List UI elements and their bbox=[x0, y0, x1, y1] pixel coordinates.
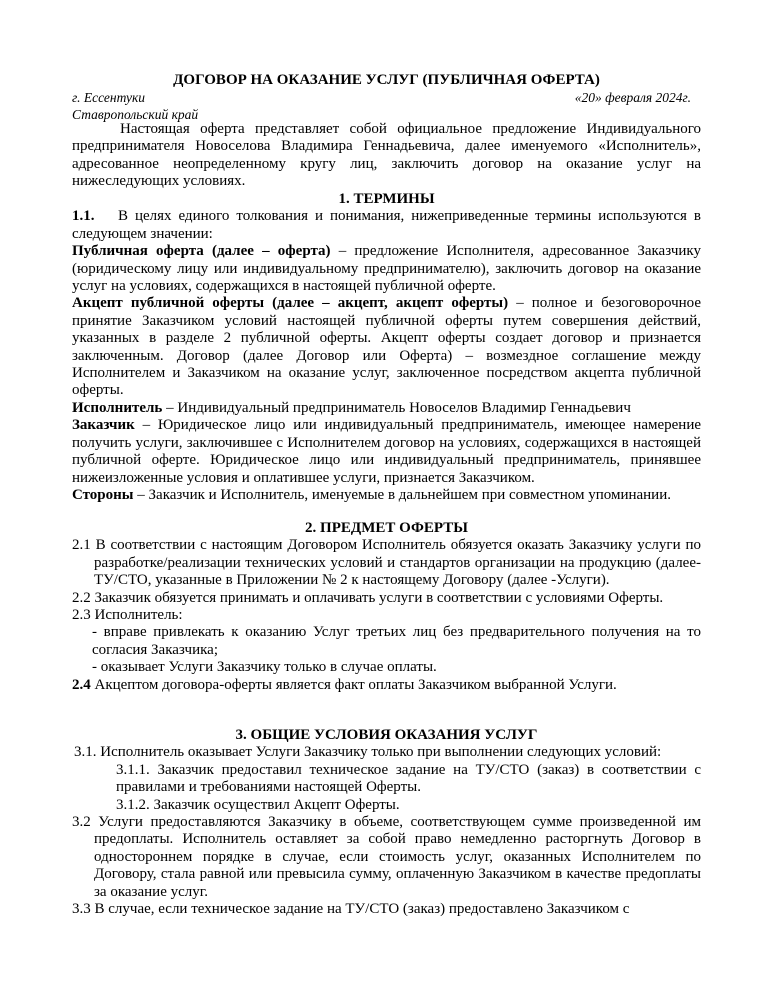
clause-3-1: 3.1. Исполнитель оказывает Услуги Заказчику только при выполнении следующих условий: bbox=[74, 744, 662, 761]
region: Ставропольский край bbox=[72, 107, 199, 122]
clause-2-4-number: 2.4 bbox=[72, 676, 91, 693]
term-label: Публичная оферта (далее – оферта) bbox=[72, 243, 331, 260]
term-definition: – предложение Исполнителя, адресованное Заказчику (юридическому лицу или индивидуальному предпринимателю), заключить договор на оказание услуг на условиях, содержащихся в настоящей публичной оферте. bbox=[72, 243, 701, 295]
term-label: Исполнитель bbox=[72, 399, 163, 416]
document-location bbox=[72, 89, 198, 123]
section-general-terms bbox=[72, 727, 701, 918]
intro-text: Настоящая оферта представляет собой официальное предложение Индивидуального предпринимателя Новоселова Владимира Геннадьевича, далее именуемого «Исполнитель», адресованное неопределенному кругу лиц, заключить договор на оказание услуг на нижеследующих условиях. bbox=[72, 121, 701, 190]
term-definition: – полное и безоговорочное принятие Заказчиком условий настоящей публичной оферты путем совершения действий, указанных в разделе 2 публичной оферты. Акцепт оферты создает договор и признается заключенным. Договор (далее Договор или Оферта) – возмездное соглашение между Исполнителем и Заказчиком на оказание услуг, заключенное посредством акцепта публичной оферты. bbox=[72, 295, 701, 399]
section-subject bbox=[72, 520, 701, 694]
clause-1-1-text: В целях единого толкования и понимания, нижеприведенные термины используются в следующем значении: bbox=[72, 208, 701, 242]
city: г. Ессентуки bbox=[72, 90, 146, 105]
clause-2-2: 2.2 Заказчик обязуется принимать и оплачивать услуги в соответствии с условиями Оферты. bbox=[72, 589, 664, 606]
clause-3-1-1: 3.1.1. Заказчик предоставил техническое задание на ТУ/СТО (заказ) в соответствии с правилами и требованиями настоящей Оферты. bbox=[116, 761, 701, 796]
term-label: Заказчик bbox=[72, 417, 135, 434]
clause-3-2: 3.2 Услуги предоставляются Заказчику в объеме, соответствующем сумме произведенной им предоплаты. Исполнитель оставляет за собой право немедленно расторгнуть Договор в одностороннем порядке в случае, если стоимость услуг, оказанных Исполнителем по Договору, стала равной или превысила сумму, оплаченную Заказчиком в качестве предоплаты за оказание услуг. bbox=[72, 814, 701, 900]
clause-1-1-number: 1.1. bbox=[72, 208, 95, 225]
term-customer bbox=[72, 417, 701, 487]
clause-1-1 bbox=[72, 208, 701, 243]
clause-2-3-item: - оказывает Услуги Заказчику только в случае оплаты. bbox=[92, 659, 437, 676]
clause-2-3: 2.3 Исполнитель: bbox=[72, 607, 183, 624]
clause-3-1-2: 3.1.2. Заказчик осуществил Акцепт Оферты. bbox=[116, 796, 400, 813]
clause-2-4-text: Акцептом договора-оферты является факт оплаты Заказчиком выбранной Услуги. bbox=[90, 676, 617, 693]
term-definition: – Юридическое лицо или индивидуальный предприниматель, имеющее намерение получить услуги, заключившее с Исполнителем договор на условиях, содержащихся в настоящей публичной оферте. Юридическое лицо или индивидуальный предприниматель, принявшее нижеизложенные условия и оплатившее услуги, признается Заказчиком. bbox=[72, 417, 701, 486]
section-3-heading: 3. ОБЩИЕ УСЛОВИЯ ОКАЗАНИЯ УСЛУГ bbox=[235, 727, 538, 743]
term-public-offer bbox=[72, 243, 701, 295]
term-acceptance bbox=[72, 295, 701, 399]
term-definition: – Заказчик и Исполнитель, именуемые в дальнейшем при совместном упоминании. bbox=[133, 486, 671, 503]
clause-2-3-item: - вправе привлекать к оказанию Услуг третьих лиц без предварительного получения на то согласия Заказчика; bbox=[92, 624, 701, 658]
term-definition: – Индивидуальный предприниматель Новоселов Владимир Геннадьевич bbox=[162, 399, 631, 416]
intro-paragraph bbox=[72, 121, 701, 191]
clause-3-3: 3.3 В случае, если техническое задание на ТУ/СТО (заказ) предоставлено Заказчиком с bbox=[72, 901, 630, 918]
term-parties bbox=[72, 487, 701, 504]
section-2-heading: 2. ПРЕДМЕТ ОФЕРТЫ bbox=[305, 520, 468, 536]
section-terms bbox=[72, 191, 701, 504]
clause-2-4 bbox=[72, 677, 701, 694]
term-label: Акцепт публичной оферты (далее – акцепт, акцепт оферты) bbox=[72, 295, 509, 312]
term-label: Стороны bbox=[72, 486, 134, 503]
section-1-heading: 1. ТЕРМИНЫ bbox=[338, 191, 435, 207]
term-executor bbox=[72, 400, 701, 417]
clause-2-1: 2.1 В соответствии с настоящим Договором Исполнитель обязуется оказать Заказчику услуги по разработке/реализации технических условий и стандартов организации на продукцию (далее-ТУ/СТО, указанные в Приложении № 2 к настоящему Договору (далее -Услуги). bbox=[72, 537, 701, 589]
document-date: «20» февраля 2024г. bbox=[574, 90, 691, 105]
document-title: ДОГОВОР НА ОКАЗАНИЕ УСЛУГ (ПУБЛИЧНАЯ ОФЕРТА) bbox=[173, 72, 600, 88]
